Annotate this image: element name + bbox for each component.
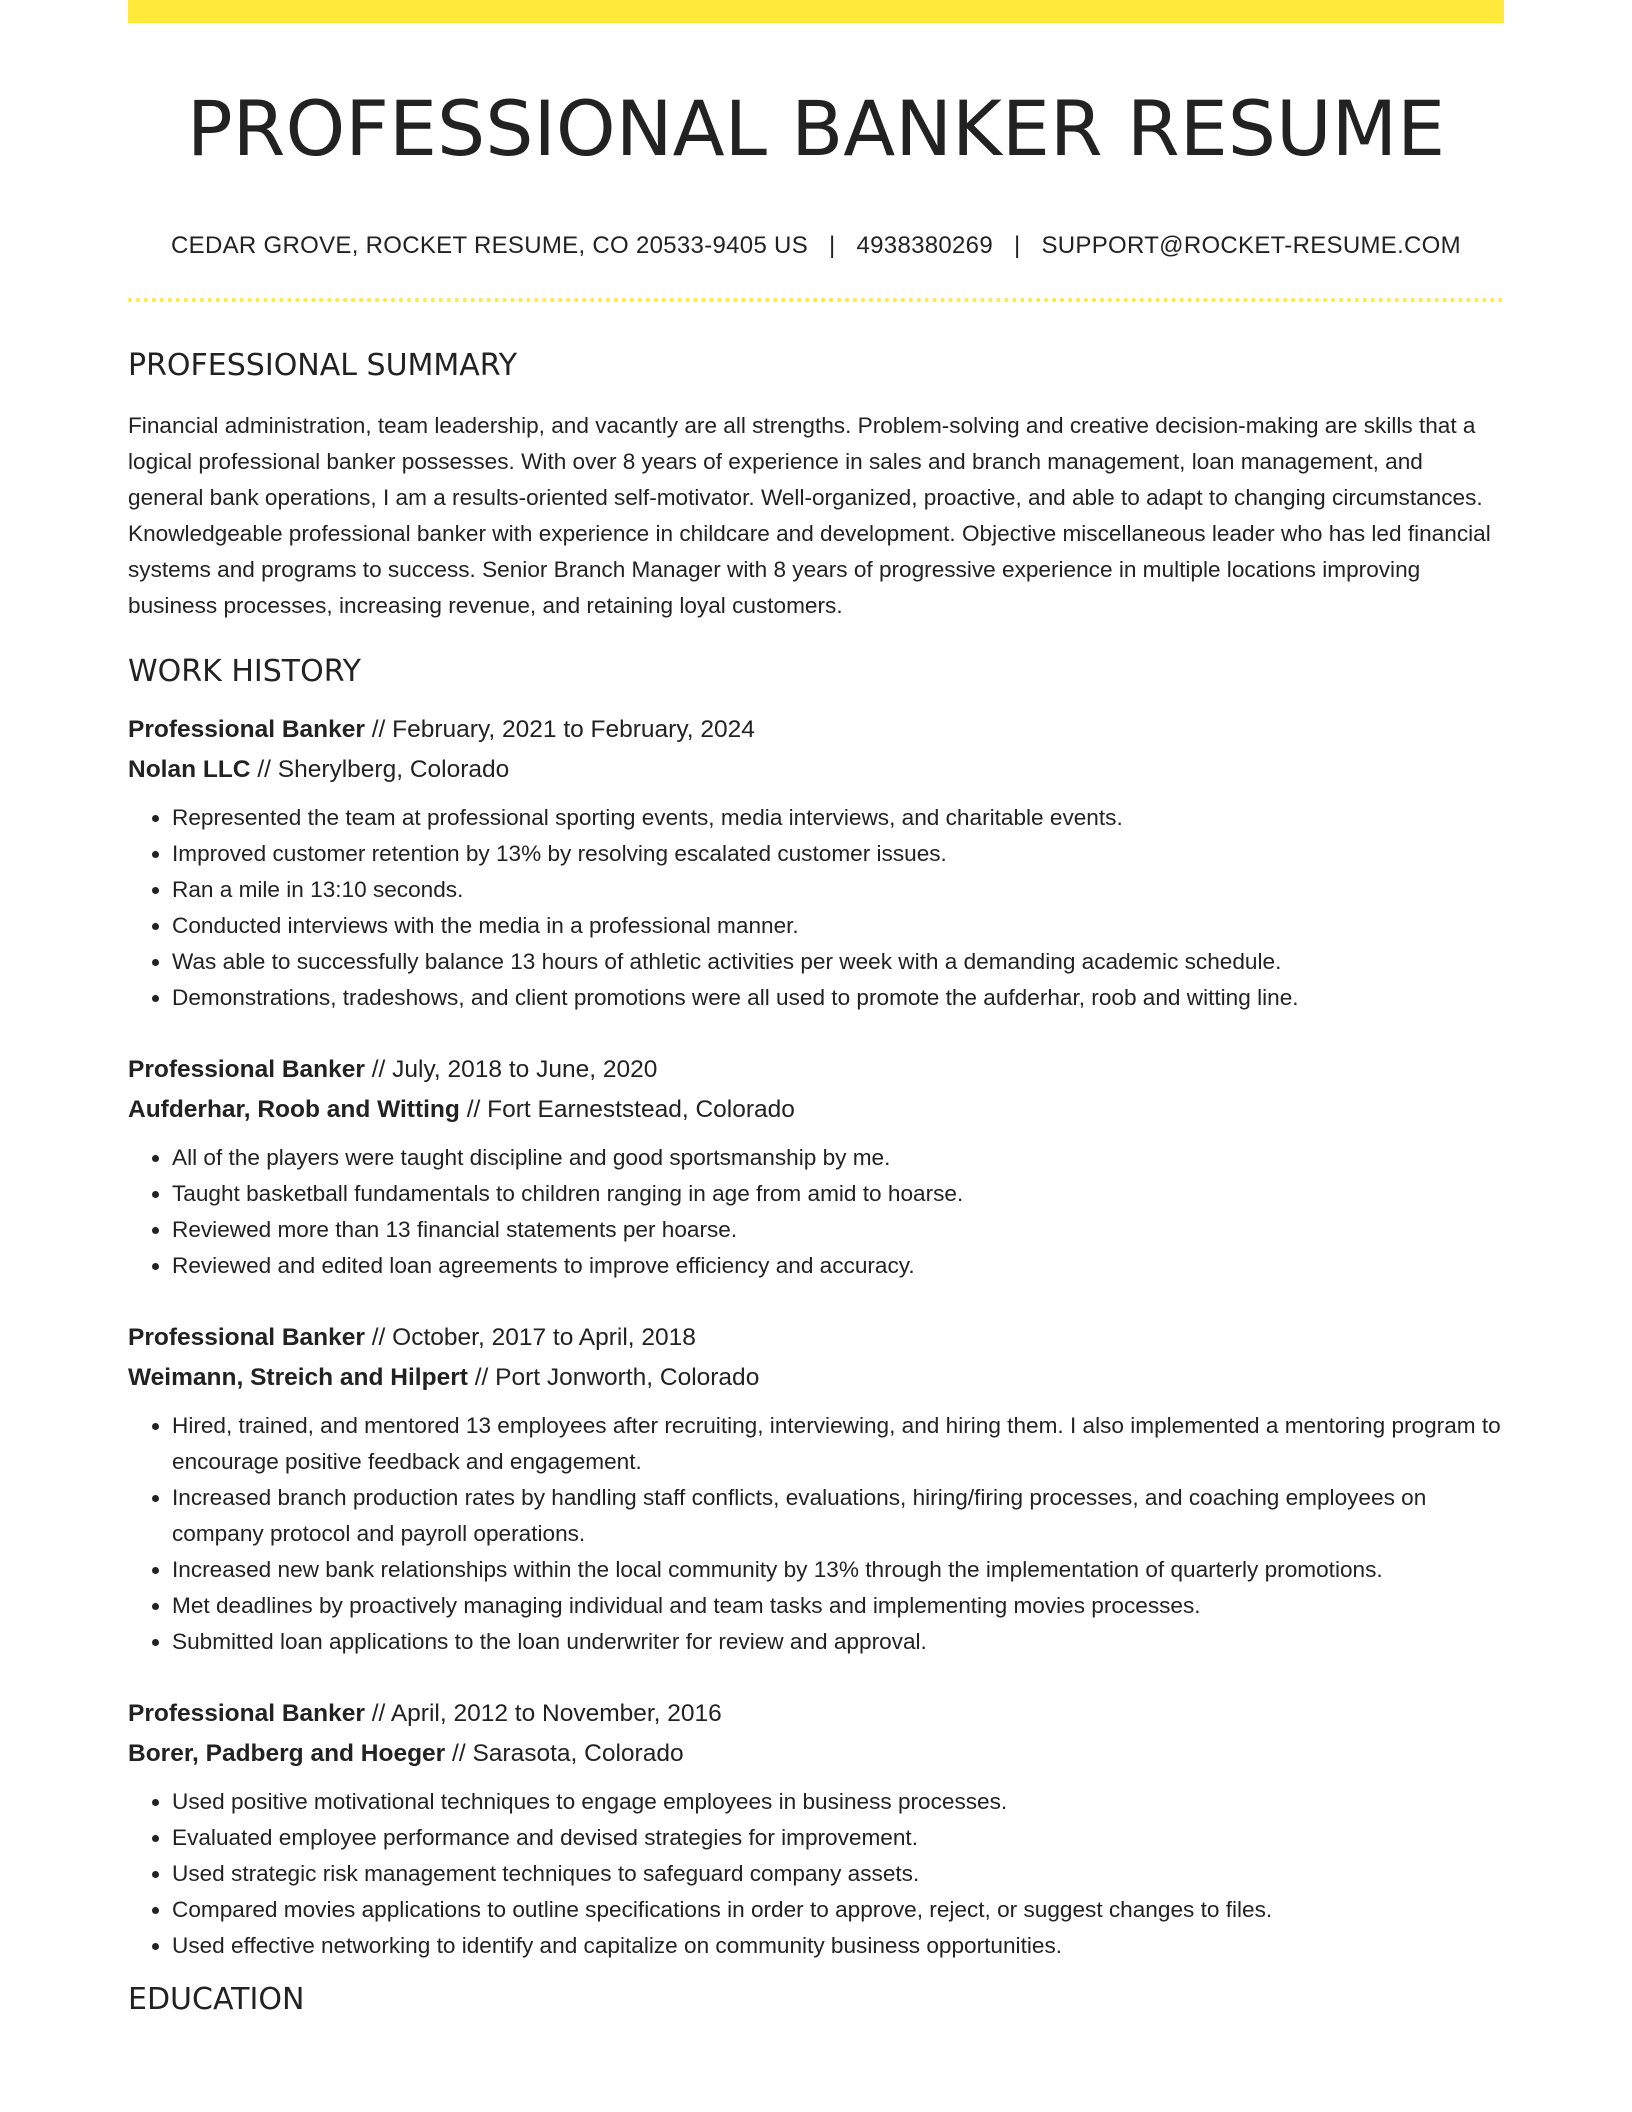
job-divider: // — [466, 1096, 488, 1124]
job-entry — [128, 1050, 1504, 1284]
job-company: Borer, Padberg and Hoeger — [128, 1740, 446, 1768]
job-title-line — [128, 1694, 1504, 1734]
job-title: Professional Banker — [128, 1324, 365, 1352]
job-company-line — [128, 1734, 1504, 1774]
job-location: Fort Earneststead, Colorado — [487, 1096, 795, 1124]
job-company: Aufderhar, Roob and Witting — [128, 1096, 460, 1124]
job-location: Sherylberg, Colorado — [277, 756, 510, 784]
job-bullet: • Compared movies applications to outline specifications in order to approve, reject, or suggest changes to files. — [172, 1892, 1504, 1928]
job-divider: // — [371, 1056, 393, 1084]
job-bullet: • Taught basketball fundamentals to children ranging in age from amid to hoarse. — [172, 1176, 1504, 1212]
job-title: Professional Banker — [128, 1056, 365, 1084]
job-location: Sarasota, Colorado — [472, 1740, 684, 1768]
summary-heading: PROFESSIONAL SUMMARY — [128, 348, 518, 384]
job-bullet: • Used strategic risk management techniques to safeguard company assets. — [172, 1856, 1504, 1892]
contact-email: SUPPORT@ROCKET-RESUME.COM — [1041, 232, 1461, 260]
education-heading: EDUCATION — [128, 1982, 305, 2018]
contact-phone: 4938380269 — [856, 232, 993, 260]
dotted-divider — [128, 298, 1504, 302]
job-divider: // — [474, 1364, 496, 1392]
job-bullet: • Evaluated employee performance and devised strategies for improvement. — [172, 1820, 1504, 1856]
job-company-line — [128, 750, 1504, 790]
job-bullet: • Hired, trained, and mentored 13 employees after recruiting, interviewing, and hiring them. I also implemented a mentoring program to encourage positive feedback and engagement. — [172, 1408, 1504, 1480]
job-divider: // — [452, 1740, 473, 1768]
job-bullet: • Conducted interviews with the media in a professional manner. — [172, 908, 1504, 944]
job-title-line — [128, 1050, 1504, 1090]
contact-separator: | — [828, 232, 836, 260]
job-entry — [128, 1694, 1504, 1964]
job-bullet: • Represented the team at professional sporting events, media interviews, and charitable events. — [172, 800, 1504, 836]
job-bullet: • Ran a mile in 13:10 seconds. — [172, 872, 1504, 908]
job-bullet: • Increased branch production rates by handling staff conflicts, evaluations, hiring/firing processes, and coaching employees on company protocol and payroll operations. — [172, 1480, 1504, 1552]
job-bullet: • Used effective networking to identify and capitalize on community business opportunities. — [172, 1928, 1504, 1964]
work-history-heading: WORK HISTORY — [128, 654, 361, 690]
job-dates: February, 2021 to February, 2024 — [392, 716, 755, 744]
job-dates: October, 2017 to April, 2018 — [392, 1324, 696, 1352]
summary-text: Financial administration, team leadership, and vacantly are all strengths. Problem-solving and creative decision-making are skills that a logical professional banker possesses. With over 8 years of experience in sales and branch management, loan management, and general bank operations, I am a results-oriented self-motivator. Well-organized, proactive, and able to adapt to changing circumstances. Knowledgeable professional banker with experience in childcare and development. Objective miscellaneous leader who has led financial systems and programs to success. Senior Branch Manager with 8 years of progressive experience in multiple locations improving business processes, increasing revenue, and retaining loyal customers. — [128, 413, 1491, 619]
contact-separator: | — [1013, 232, 1021, 260]
job-divider: // — [371, 1700, 391, 1728]
job-divider: // — [257, 756, 278, 784]
job-entry — [128, 1318, 1504, 1660]
job-bullets — [128, 800, 1504, 1016]
job-company: Nolan LLC — [128, 756, 251, 784]
job-company-line — [128, 1358, 1504, 1398]
job-title: Professional Banker — [128, 716, 365, 744]
job-bullet: • Used positive motivational techniques to engage employees in business processes. — [172, 1784, 1504, 1820]
job-company: Weimann, Streich and Hilpert — [128, 1364, 468, 1392]
job-bullet: • All of the players were taught discipline and good sportsmanship by me. — [172, 1140, 1504, 1176]
job-title-line — [128, 1318, 1504, 1358]
job-bullets — [128, 1408, 1504, 1660]
job-bullet: • Reviewed and edited loan agreements to improve efficiency and accuracy. — [172, 1248, 1504, 1284]
job-bullet: • Demonstrations, tradeshows, and client promotions were all used to promote the aufderhar, roob and witting line. — [172, 980, 1504, 1016]
job-bullet: • Met deadlines by proactively managing individual and team tasks and implementing movies processes. — [172, 1588, 1504, 1624]
job-divider: // — [371, 716, 393, 744]
job-dates: April, 2012 to November, 2016 — [390, 1700, 722, 1728]
resume-title: PROFESSIONAL BANKER RESUME — [186, 84, 1446, 173]
resume-page — [128, 0, 1504, 2018]
job-bullets — [128, 1784, 1504, 1964]
contact-address: CEDAR GROVE, ROCKET RESUME, CO 20533-9405 US — [171, 232, 809, 260]
contact-line — [128, 232, 1504, 260]
job-bullet: • Increased new bank relationships within the local community by 13% through the implementation of quarterly promotions. — [172, 1552, 1504, 1588]
job-bullet: • Improved customer retention by 13% by resolving escalated customer issues. — [172, 836, 1504, 872]
job-entry — [128, 710, 1504, 1016]
job-title-line — [128, 710, 1504, 750]
job-company-line — [128, 1090, 1504, 1130]
job-bullet: • Reviewed more than 13 financial statements per hoarse. — [172, 1212, 1504, 1248]
job-divider: // — [371, 1324, 393, 1352]
job-bullet: • Submitted loan applications to the loan underwriter for review and approval. — [172, 1624, 1504, 1660]
job-dates: July, 2018 to June, 2020 — [392, 1056, 658, 1084]
job-bullets — [128, 1140, 1504, 1284]
job-location: Port Jonworth, Colorado — [495, 1364, 760, 1392]
job-title: Professional Banker — [128, 1700, 365, 1728]
job-bullet: • Was able to successfully balance 13 hours of athletic activities per week with a demanding academic schedule. — [172, 944, 1504, 980]
top-accent-bar — [128, 0, 1504, 23]
